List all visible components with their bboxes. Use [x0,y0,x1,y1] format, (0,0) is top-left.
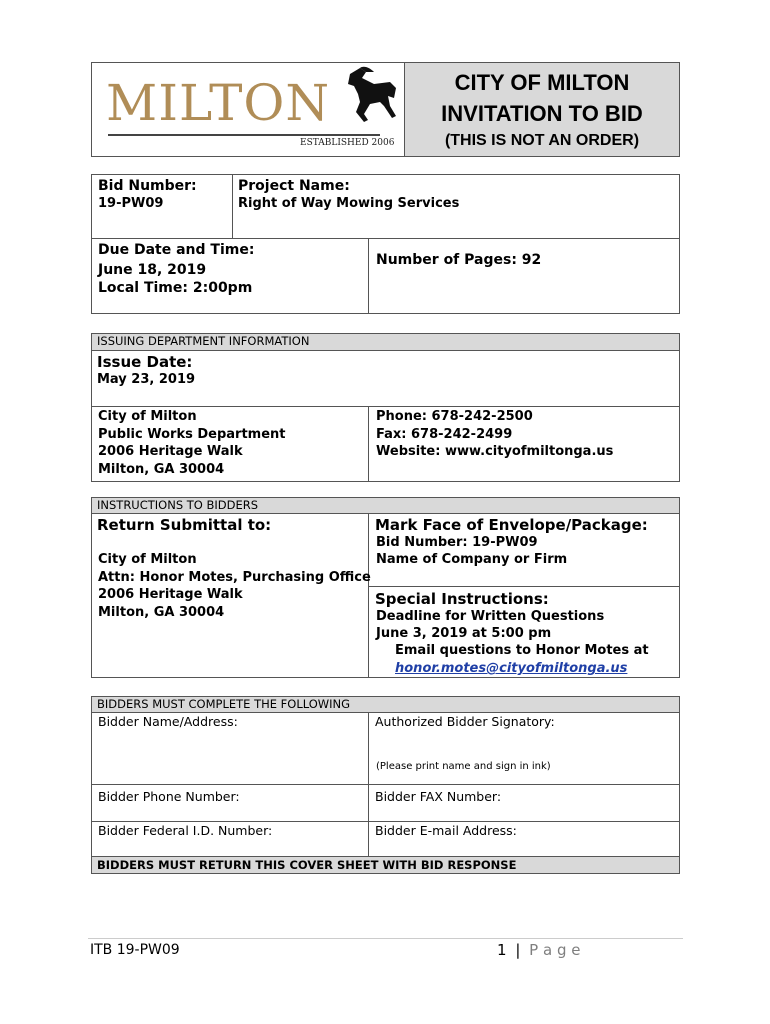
milton-logo [100,66,400,152]
issuing-phone: Phone: 678-242-2500 [376,409,533,424]
bidders-section-bar: BIDDERS MUST COMPLETE THE FOLLOWING [91,696,680,713]
footer-doc-id: ITB 19-PW09 [90,942,180,958]
due-date-value: June 18, 2019 [98,262,207,278]
return-cover-text: BIDDERS MUST RETURN THIS COVER SHEET WITH BID RESPONSE [97,858,517,872]
page-separator: | [515,941,521,959]
issuing-address-2: Public Works Department [98,427,286,442]
footer-rule [88,938,683,939]
due-date-label: Due Date and Time: [98,242,255,258]
bid-number-value: 19-PW09 [98,196,164,211]
return-address-2: Attn: Honor Motes, Purchasing Office [98,570,371,585]
bidder-fax-label: Bidder FAX Number: [375,789,502,804]
return-address-3: 2006 Heritage Walk [98,587,243,602]
bid-number-label: Bid Number: [98,178,197,194]
footer-page-number [497,941,580,959]
special-line-3: Email questions to Honor Motes at [395,643,649,658]
title-line-2: INVITATION TO BID [441,101,643,126]
issuing-address-1: City of Milton [98,409,197,424]
issuing-section-bar: ISSUING DEPARTMENT INFORMATION [91,333,680,351]
mark-bid-number: Bid Number: 19-PW09 [376,535,538,550]
issue-date-value: May 23, 2019 [97,372,196,387]
mark-envelope-label: Mark Face of Envelope/Package: [375,516,648,534]
page-number: 1 [497,941,507,959]
due-time-value: Local Time: 2:00pm [98,280,253,296]
special-line-1: Deadline for Written Questions [376,609,605,624]
pages-cell [368,238,680,314]
issuing-address-3: 2006 Heritage Walk [98,444,243,459]
logo-established: ESTABLISHED 2006 [300,138,395,148]
bidder-federal-id-label: Bidder Federal I.D. Number: [98,823,273,838]
return-submittal-label: Return Submittal to: [97,516,272,534]
instructions-section-bar: INSTRUCTIONS TO BIDDERS [91,497,680,514]
print-sign-note: (Please print name and sign in ink) [376,761,551,772]
project-name-label: Project Name: [238,178,350,194]
logo-rule [108,134,380,136]
issuing-address-4: Milton, GA 30004 [98,462,225,477]
mark-company-name: Name of Company or Firm [376,552,568,567]
bidder-signatory-label: Authorized Bidder Signatory: [375,714,555,729]
horse-icon [340,66,400,124]
logo-wordmark: MILTON [106,74,331,132]
pages-value: Number of Pages: 92 [376,252,542,268]
special-line-2: June 3, 2019 at 5:00 pm [376,626,552,641]
return-address-1: City of Milton [98,552,197,567]
issue-date-label: Issue Date: [97,353,193,371]
bidder-email-label: Bidder E-mail Address: [375,823,517,838]
special-instructions-label: Special Instructions: [375,590,549,608]
issuing-fax: Fax: 678-242-2499 [376,427,513,442]
issuing-website: Website: www.cityofmiltonga.us [376,444,614,459]
bidder-phone-label: Bidder Phone Number: [98,789,240,804]
project-name-value: Right of Way Mowing Services [238,196,460,211]
bidder-name-address-label: Bidder Name/Address: [98,714,238,729]
return-address-4: Milton, GA 30004 [98,605,225,620]
title-line-1: CITY OF MILTON [454,70,630,95]
page-word: P a g e [529,941,581,959]
title-line-3: (THIS IS NOT AN ORDER) [444,132,640,149]
contact-email-link[interactable]: honor.motes@cityofmiltonga.us [395,661,628,676]
